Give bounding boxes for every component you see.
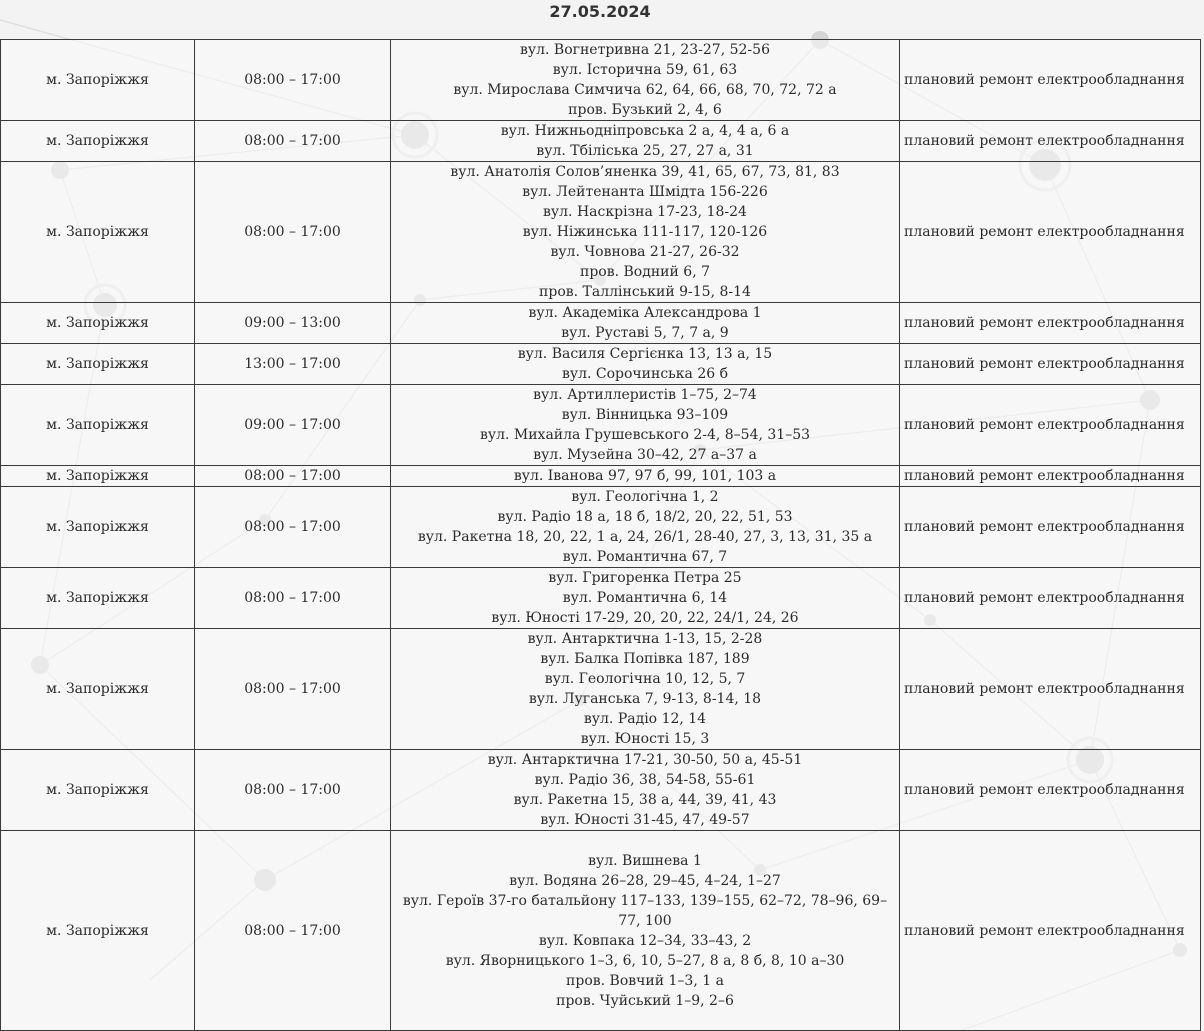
address-line: вул. Геологічна 10, 12, 5, 7: [544, 671, 746, 687]
city-cell: м. Запоріжжя: [1, 750, 195, 831]
city-cell: м. Запоріжжя: [1, 121, 195, 162]
address-line: вул. Вінницька 93–109: [561, 407, 729, 423]
addresses-cell: [391, 750, 900, 831]
addresses-cell: [391, 344, 900, 385]
reason-cell: плановий ремонт електрообладнання: [900, 162, 1201, 303]
address-line: вул. Лейтенанта Шмідта 156-226: [522, 184, 768, 200]
address-line: вул. Василя Сергієнка 13, 13 а, 15: [517, 346, 773, 362]
addresses-cell: [391, 162, 900, 303]
address-line: вул. Водяна 26–28, 29–45, 4–24, 1–27: [509, 872, 781, 889]
address-line: вул. Балка Попівка 187, 189: [540, 651, 750, 667]
address-line: пров. Бузький 2, 4, 6: [568, 102, 722, 118]
address-line: вул. Романтична 6, 14: [562, 590, 728, 606]
table-row: [1, 121, 1201, 162]
address-line: вул. Музейна 30–42, 27 а–37 а: [533, 447, 757, 463]
table-row: [1, 466, 1201, 487]
address-line: вул. Сорочинська 26 б: [561, 366, 729, 382]
time-range-cell: 08:00 – 17:00: [195, 121, 391, 162]
address-line: вул. Яворницького 1–3, 6, 10, 5–27, 8 а, 8 б, 8, 10 а–30: [445, 952, 845, 969]
outage-table-body: [1, 40, 1201, 1031]
time-range-cell: 08:00 – 17:00: [195, 568, 391, 629]
time-range-cell: 09:00 – 17:00: [195, 385, 391, 466]
addresses-cell: [391, 487, 900, 568]
address-line: вул. Іванова 97, 97 б, 99, 101, 103 а: [513, 468, 777, 484]
address-line: вул. Історична 59, 61, 63: [552, 62, 738, 78]
address-line: вул. Вогнетривна 21, 23-27, 52-56: [520, 42, 770, 58]
time-range-cell: 08:00 – 17:00: [195, 40, 391, 121]
reason-cell: плановий ремонт електрообладнання: [900, 629, 1201, 750]
address-line: пров. Водний 6, 7: [580, 264, 710, 280]
addresses-cell: [391, 385, 900, 466]
reason-cell: плановий ремонт електрообладнання: [900, 466, 1201, 487]
time-range-cell: 08:00 – 17:00: [195, 629, 391, 750]
addresses-cell: [391, 629, 900, 750]
reason-cell: плановий ремонт електрообладнання: [900, 40, 1201, 121]
address-line: вул. Наскрізна 17-23, 18-24: [543, 204, 747, 220]
addresses-cell: [391, 831, 900, 1031]
city-cell: м. Запоріжжя: [1, 162, 195, 303]
time-range-cell: 09:00 – 13:00: [195, 303, 391, 344]
address-line: вул. Човнова 21-27, 26-32: [550, 244, 740, 260]
address-line: вул. Радіо 36, 38, 54-58, 55-61: [534, 772, 756, 788]
address-line: вул. Ковпака 12–34, 33–43, 2: [538, 932, 752, 949]
address-line: вул. Руставі 5, 7, 7 а, 9: [561, 325, 729, 341]
address-line: вул. Антарктична 1-13, 15, 2-28: [527, 631, 763, 647]
time-range-cell: 08:00 – 17:00: [195, 831, 391, 1031]
reason-cell: плановий ремонт електрообладнання: [900, 568, 1201, 629]
address-line: вул. Мирослава Симчича 62, 64, 66, 68, 70, 72, 72 а: [453, 82, 837, 98]
city-cell: м. Запоріжжя: [1, 831, 195, 1031]
table-row: [1, 385, 1201, 466]
address-line: вул. Юності 31-45, 47, 49-57: [540, 812, 750, 828]
table-row: [1, 344, 1201, 385]
city-cell: м. Запоріжжя: [1, 568, 195, 629]
table-row: [1, 750, 1201, 831]
address-line: вул. Михайла Грушевського 2-4, 8–54, 31–53: [479, 427, 811, 443]
address-line: вул. Академіка Александрова 1: [528, 305, 762, 321]
time-range-cell: 08:00 – 17:00: [195, 487, 391, 568]
time-range-cell: 13:00 – 17:00: [195, 344, 391, 385]
address-line: вул. Радіо 12, 14: [583, 711, 707, 727]
city-cell: м. Запоріжжя: [1, 385, 195, 466]
address-line: вул. Анатолія Солов’яненка 39, 41, 65, 67, 73, 81, 83: [450, 164, 840, 180]
addresses-cell: [391, 466, 900, 487]
address-line: пров. Таллінський 9-15, 8-14: [539, 284, 751, 300]
table-row: [1, 162, 1201, 303]
address-line: вул. Ракетна 18, 20, 22, 1 а, 24, 26/1, 28-40, 27, 3, 13, 31, 35 а: [417, 529, 873, 545]
city-cell: м. Запоріжжя: [1, 40, 195, 121]
address-line: вул. Юності 15, 3: [580, 731, 710, 747]
time-range-cell: 08:00 – 17:00: [195, 162, 391, 303]
time-range-cell: 08:00 – 17:00: [195, 750, 391, 831]
time-range-cell: 08:00 – 17:00: [195, 466, 391, 487]
city-cell: м. Запоріжжя: [1, 344, 195, 385]
addresses-cell: [391, 303, 900, 344]
address-line: вул. Григоренка Петра 25: [548, 570, 742, 586]
address-line: вул. Артиллеристів 1–75, 2–74: [533, 387, 757, 403]
address-line: вул. Романтична 67, 7: [562, 549, 728, 565]
address-line: вул. Ніжинська 111-117, 120-126: [522, 224, 768, 240]
table-row: [1, 40, 1201, 121]
page-title-date: 27.05.2024: [549, 2, 651, 21]
address-line: пров. Чуйський 1–9, 2–6: [556, 992, 734, 1009]
address-line: вул. Вишнева 1: [588, 852, 702, 869]
address-line: вул. Радіо 18 а, 18 б, 18/2, 20, 22, 51, 53: [497, 509, 793, 525]
reason-cell: плановий ремонт електрообладнання: [900, 344, 1201, 385]
table-row: [1, 487, 1201, 568]
address-line: вул. Героїв 37-го батальйону 117–133, 139–155, 62–72, 78–96, 69–77, 100: [402, 892, 888, 929]
table-row: [1, 629, 1201, 750]
address-line: вул. Тбіліська 25, 27, 27 а, 31: [536, 143, 754, 159]
address-line: вул. Луганська 7, 9-13, 8-14, 18: [528, 691, 762, 707]
address-line: пров. Вовчий 1–3, 1 а: [566, 972, 724, 989]
table-row: [1, 303, 1201, 344]
address-line: вул. Геологічна 1, 2: [571, 489, 719, 505]
reason-cell: плановий ремонт електрообладнання: [900, 303, 1201, 344]
city-cell: м. Запоріжжя: [1, 629, 195, 750]
city-cell: м. Запоріжжя: [1, 466, 195, 487]
city-cell: м. Запоріжжя: [1, 487, 195, 568]
outage-schedule-table: [0, 39, 1201, 1031]
reason-cell: плановий ремонт електрообладнання: [900, 750, 1201, 831]
city-cell: м. Запоріжжя: [1, 303, 195, 344]
addresses-cell: [391, 121, 900, 162]
reason-cell: плановий ремонт електрообладнання: [900, 487, 1201, 568]
reason-cell: плановий ремонт електрообладнання: [900, 121, 1201, 162]
address-line: вул. Юності 17-29, 20, 20, 22, 24/1, 24, 26: [491, 610, 799, 626]
table-row: [1, 831, 1201, 1031]
table-row: [1, 568, 1201, 629]
address-line: вул. Ракетна 15, 38 а, 44, 39, 41, 43: [513, 792, 777, 808]
address-line: вул. Нижньодніпровська 2 а, 4, 4 а, 6 а: [500, 123, 790, 139]
address-line: вул. Антарктична 17-21, 30-50, 50 а, 45-51: [487, 752, 803, 768]
reason-cell: плановий ремонт електрообладнання: [900, 831, 1201, 1031]
reason-cell: плановий ремонт електрообладнання: [900, 385, 1201, 466]
addresses-cell: [391, 568, 900, 629]
addresses-cell: [391, 40, 900, 121]
